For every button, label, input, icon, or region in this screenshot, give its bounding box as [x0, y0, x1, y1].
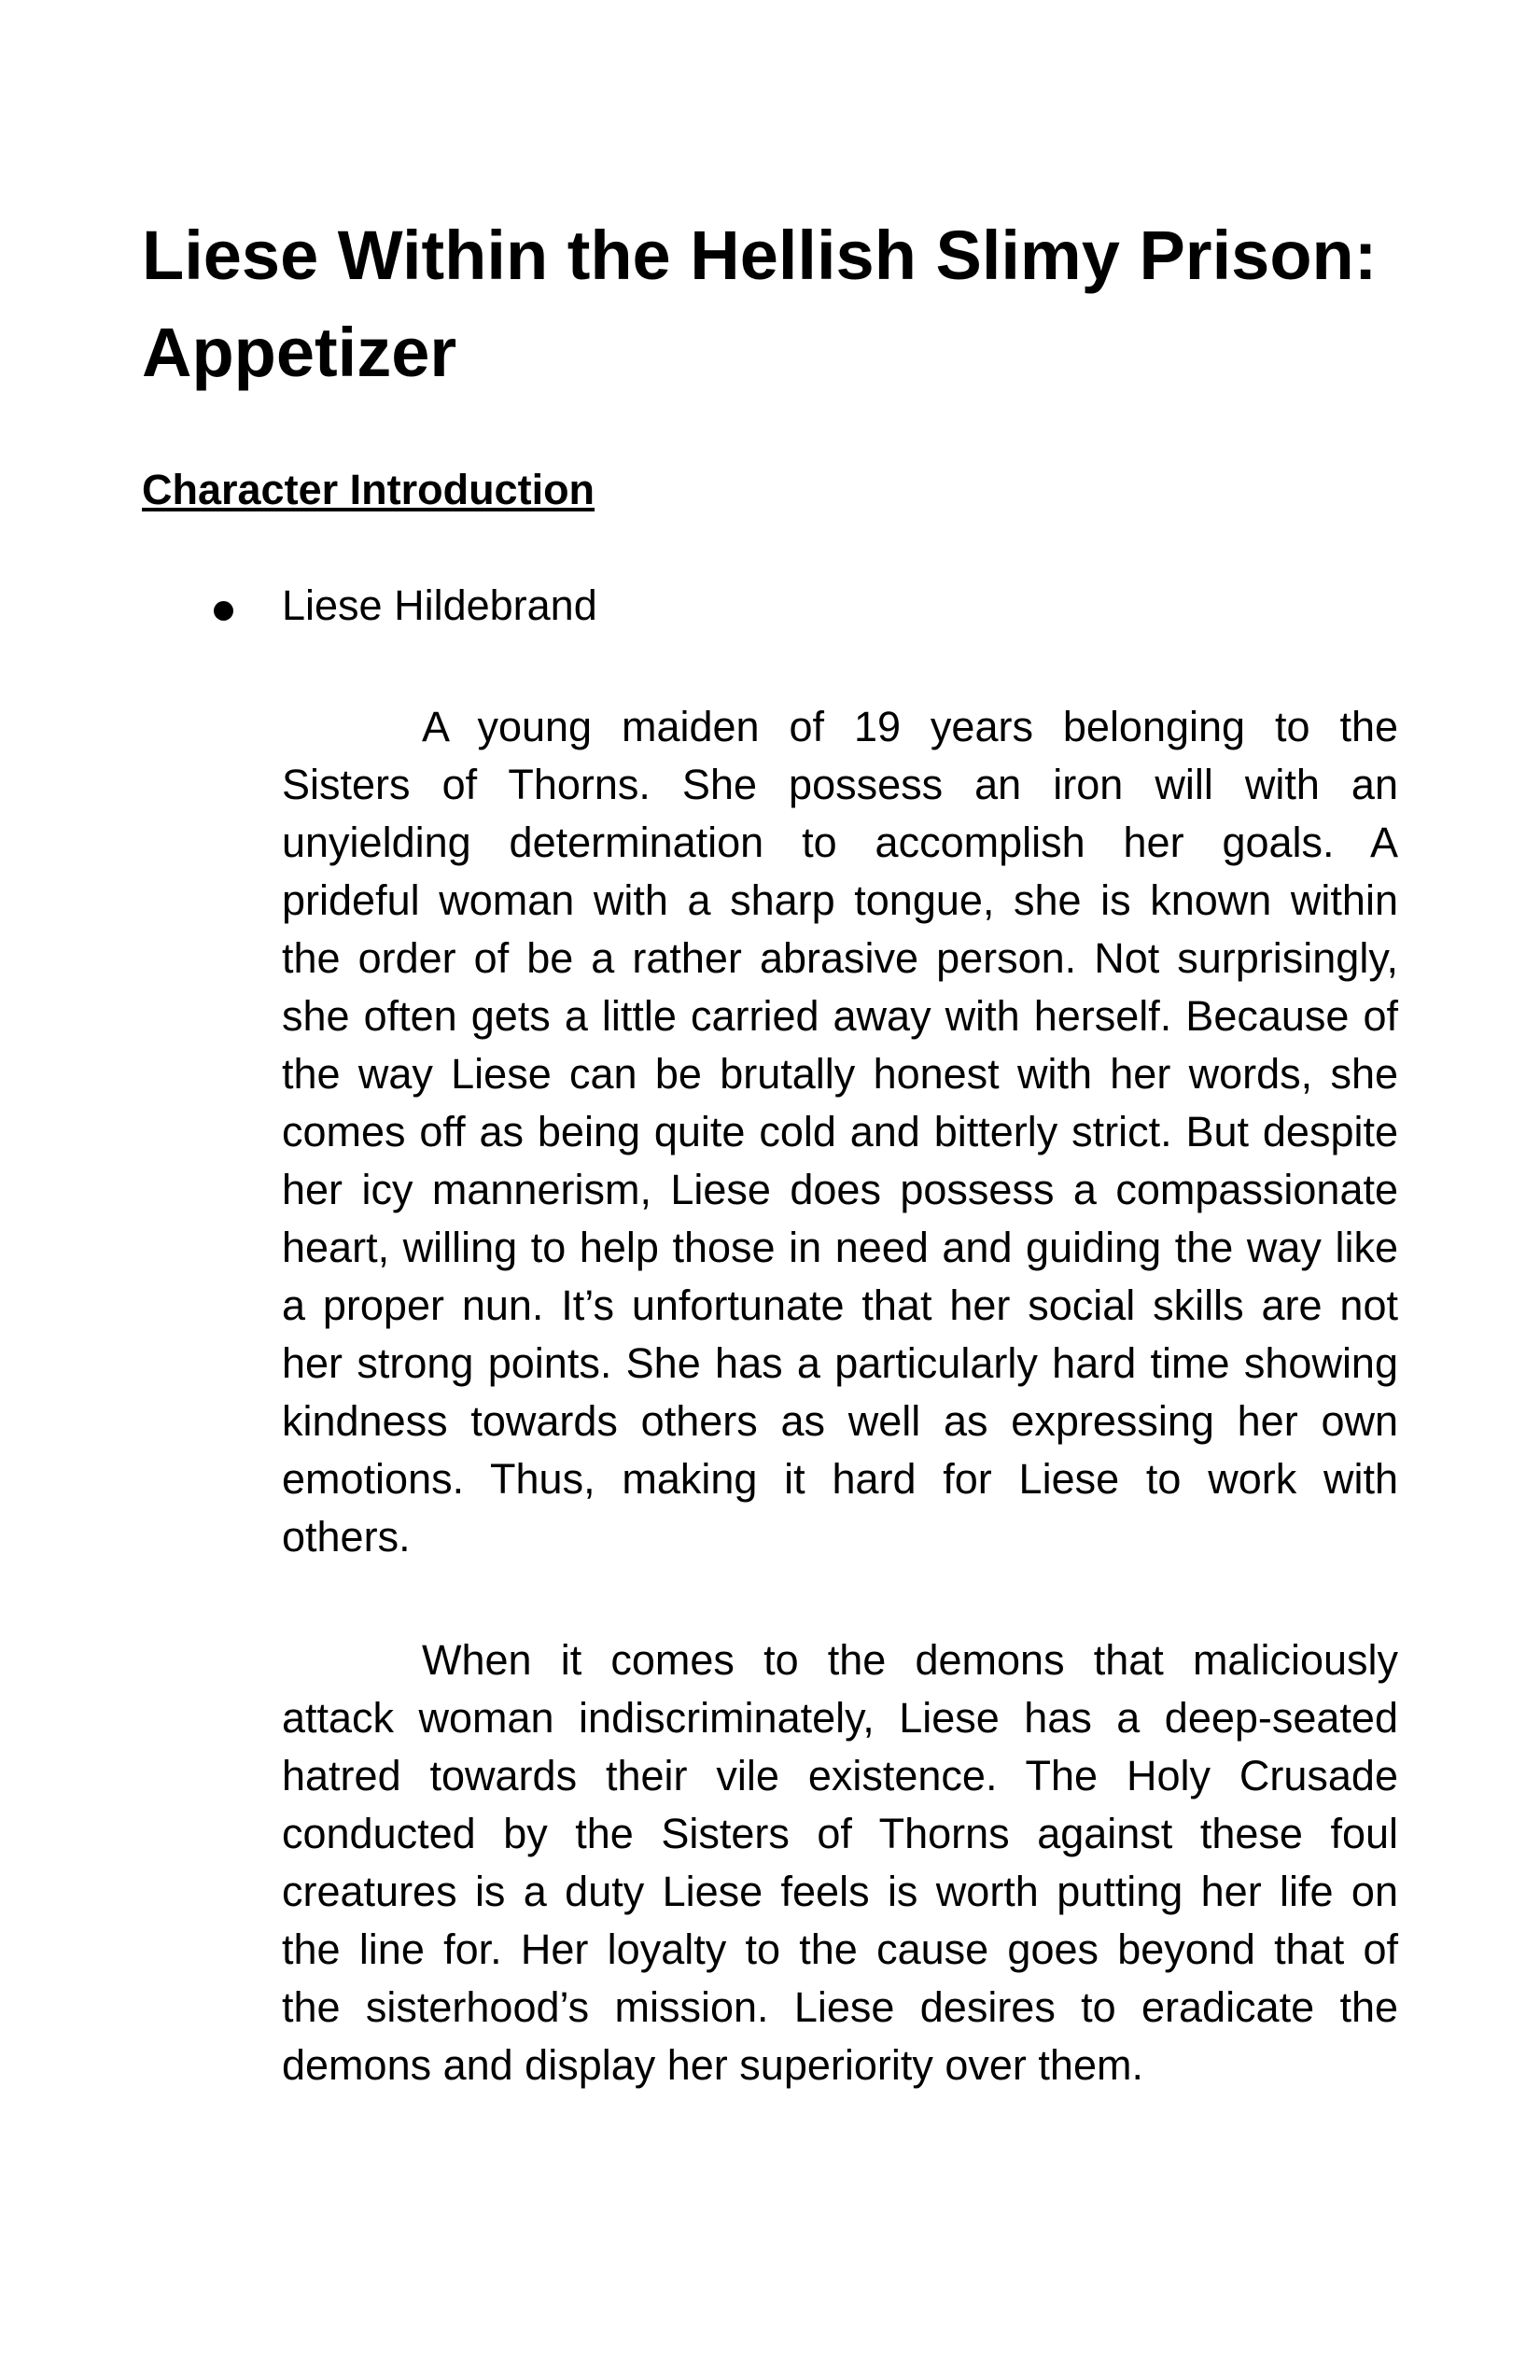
- paragraph-line: she often gets a little carried away with herself. Because of: [282, 992, 1398, 1040]
- bullet-icon: [214, 601, 233, 621]
- paragraph-line: demons and display her superiority over them.: [282, 2041, 1143, 2089]
- paragraph-line: unyielding determination to accomplish her goals. A: [282, 819, 1398, 866]
- paragraph-line: her strong points. She has a particularly hard time showing: [282, 1339, 1398, 1387]
- paragraph-line: Sisters of Thorns. She possess an iron will with an: [282, 761, 1398, 808]
- paragraph-line: the line for. Her loyalty to the cause goes beyond that of: [282, 1925, 1398, 1973]
- paragraph-line: others.: [282, 1513, 411, 1561]
- paragraph-line: conducted by the Sisters of Thorns against these foul: [282, 1810, 1398, 1857]
- document-title: Liese Within the Hellish Slimy Prison: Appetizer: [142, 217, 1378, 391]
- paragraph-line: A young maiden of 19 years belonging to the: [422, 703, 1398, 750]
- paragraph-line: her icy mannerism, Liese does possess a compassionate: [282, 1166, 1398, 1213]
- paragraph-line: hatred towards their vile existence. The Holy Crusade: [282, 1752, 1398, 1799]
- paragraph-line: comes off as being quite cold and bitterly strict. But despite: [282, 1108, 1398, 1155]
- paragraph-line: attack woman indiscriminately, Liese has a deep-seated: [282, 1694, 1398, 1742]
- section-heading: Character Introduction: [142, 466, 595, 513]
- paragraph-line: the order of be a rather abrasive person. Not surprisingly,: [282, 934, 1398, 982]
- paragraph-line: a proper nun. It’s unfortunate that her social skills are not: [282, 1281, 1398, 1329]
- paragraph-line: creatures is a duty Liese feels is worth putting her life on: [282, 1868, 1398, 1915]
- paragraph-line: emotions. Thus, making it hard for Liese to work with: [282, 1455, 1398, 1503]
- paragraph-demon-hatred: [282, 1631, 1398, 2094]
- paragraph-character-description: [282, 698, 1398, 1566]
- paragraph-line: prideful woman with a sharp tongue, she is known within: [282, 876, 1398, 924]
- paragraph-line: the way Liese can be brutally honest with her words, she: [282, 1050, 1398, 1098]
- paragraph-line: kindness towards others as well as expressing her own: [282, 1397, 1398, 1445]
- paragraph-line: heart, willing to help those in need and guiding the way like: [282, 1224, 1398, 1271]
- bullet-item-label: Liese Hildebrand: [282, 581, 597, 629]
- paragraph-line: the sisterhood’s mission. Liese desires to eradicate the: [282, 1983, 1398, 2031]
- list-item: [142, 577, 1398, 635]
- paragraph-line: When it comes to the demons that maliciously: [422, 1636, 1398, 1684]
- bullet-list: [142, 577, 1398, 635]
